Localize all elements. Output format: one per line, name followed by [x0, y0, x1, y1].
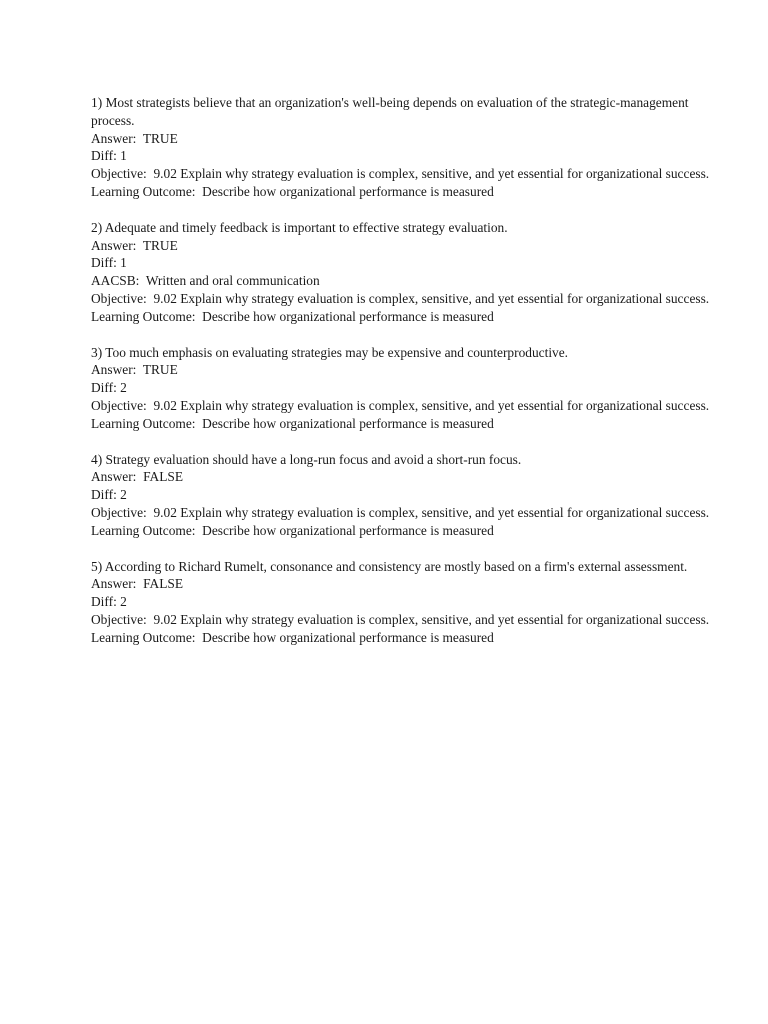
objective-line: Objective: 9.02 Explain why strategy evaluation is complex, sensitive, and yet essential for organizational success.: [91, 611, 710, 627]
question-stem: 2) Adequate and timely feedback is important to effective strategy evaluation.: [91, 219, 508, 235]
answer-line: Answer: FALSE: [91, 576, 183, 592]
question-2: [91, 219, 731, 326]
question-stem: 5) According to Richard Rumelt, consonance and consistency are mostly based on a firm's external assessment.: [91, 558, 688, 574]
learning-outcome-line: Learning Outcome: Describe how organizational performance is measured: [91, 308, 494, 324]
question-5: [91, 558, 731, 647]
question-stem: 4) Strategy evaluation should have a long-run focus and avoid a short-run focus.: [91, 451, 522, 467]
difficulty-line: Diff: 2: [91, 487, 127, 503]
learning-outcome-line: Learning Outcome: Describe how organizational performance is measured: [91, 522, 494, 538]
objective-line: Objective: 9.02 Explain why strategy evaluation is complex, sensitive, and yet essential for organizational success.: [91, 290, 710, 306]
difficulty-line: Diff: 1: [91, 255, 127, 271]
objective-line: Objective: 9.02 Explain why strategy evaluation is complex, sensitive, and yet essential for organizational success.: [91, 166, 710, 182]
learning-outcome-line: Learning Outcome: Describe how organizational performance is measured: [91, 629, 494, 645]
objective-line: Objective: 9.02 Explain why strategy evaluation is complex, sensitive, and yet essential for organizational success.: [91, 504, 710, 520]
learning-outcome-line: Learning Outcome: Describe how organizational performance is measured: [91, 415, 494, 431]
difficulty-line: Diff: 2: [91, 380, 127, 396]
difficulty-line: Diff: 1: [91, 148, 127, 164]
question-1: [91, 94, 731, 201]
answer-line: Answer: TRUE: [91, 362, 178, 378]
question-stem: 1) Most strategists believe that an organization's well-being depends on evaluation of the strategic-management process.: [91, 95, 692, 128]
learning-outcome-line: Learning Outcome: Describe how organizational performance is measured: [91, 183, 494, 199]
answer-line: Answer: TRUE: [91, 237, 178, 253]
document-page: [91, 94, 731, 665]
answer-line: Answer: TRUE: [91, 130, 178, 146]
question-3: [91, 344, 731, 433]
objective-line: Objective: 9.02 Explain why strategy evaluation is complex, sensitive, and yet essential for organizational success.: [91, 397, 710, 413]
difficulty-line: Diff: 2: [91, 594, 127, 610]
aacsb-line: AACSB: Written and oral communication: [91, 273, 320, 289]
question-stem: 3) Too much emphasis on evaluating strategies may be expensive and counterproductive.: [91, 344, 569, 360]
answer-line: Answer: FALSE: [91, 469, 183, 485]
question-4: [91, 451, 731, 540]
